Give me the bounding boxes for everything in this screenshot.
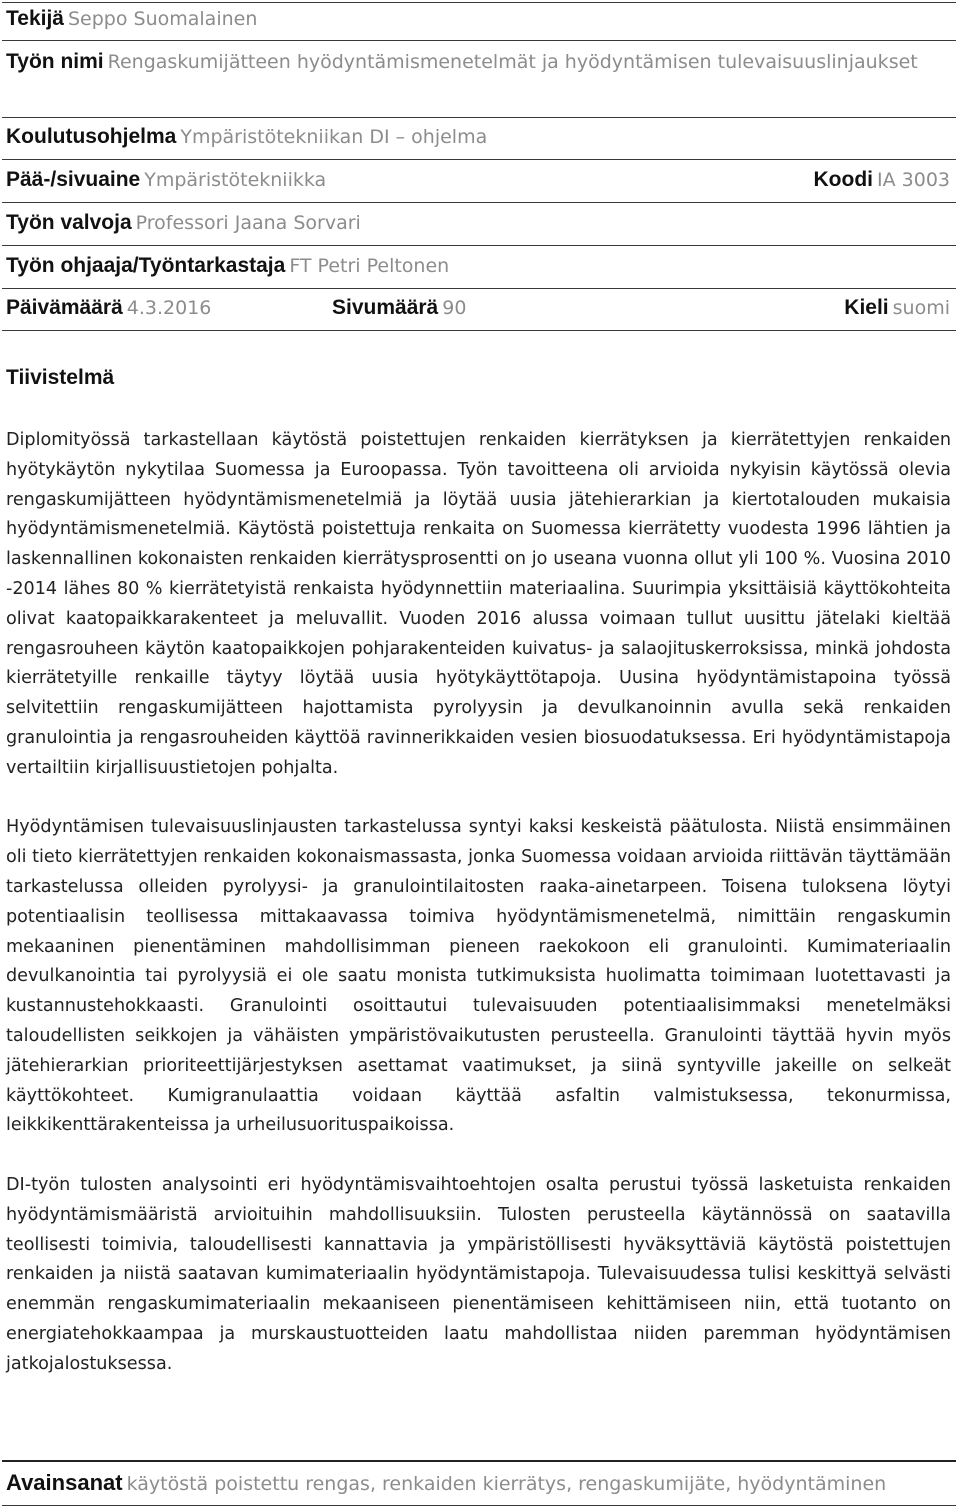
keywords-value: käytöstä poistettu rengas, renkaiden kierrätys, rengaskumijäte, hyödyntäminen (126, 1473, 887, 1495)
divider (2, 1460, 956, 1462)
language-field (844, 293, 950, 325)
pages-value: 90 (442, 297, 467, 319)
supervisor-row (6, 208, 950, 238)
title-label: Työn nimi (6, 50, 104, 73)
code-label: Koodi (813, 168, 873, 191)
divider (2, 159, 956, 160)
abstract-body (6, 426, 951, 1380)
date-field (6, 296, 212, 319)
divider (2, 202, 956, 203)
divider (2, 288, 956, 289)
divider (2, 245, 956, 246)
author-row (6, 4, 950, 34)
advisor-value: FT Petri Peltonen (289, 255, 450, 277)
abstract-paragraph: DI-työn tulosten analysointi eri hyödyntämisvaihtoehtojen osalta perustui työssä lasketuista renkaiden hyödyntämismääristä arvioituihin mahdollisuuksiin. Tulosten perusteella käytännössä on saatavilla teollisesti toimivia, taloudellisesti kannattavia ja ympäristöllisesti hyväksyttäviä käytöstä poistettujen renkaiden ja niistä saatavan kumimateriaalin hyödyntämistapoja. Tulevaisuudessa tulisi keskittyä selvästi enemmän rengaskumimateriaalin mekaaniseen pienentämiseen kehittämiseen niin, että tuotanto on energiatehokkaampaa ja murskaustuotteiden laatu mahdollistaa niiden paremman hyödyntämisen jatkojalostuksessa. (6, 1174, 951, 1374)
language-value: suomi (892, 297, 950, 319)
code-value: IA 3003 (877, 169, 950, 191)
supervisor-value: Professori Jaana Sorvari (135, 212, 361, 234)
divider (2, 1505, 956, 1506)
abstract-paragraph: Diplomityössä tarkastellaan käytöstä poistettujen renkaiden kierrätyksen ja kierrätettyjen renkaiden hyötykäytön nykytilaa Suomessa ja Euroopassa. Työn tavoitteena oli arvioida nykyisin käytössä olevia rengaskumijätteen hyödyntämismenetelmiä ja löytää uusia jätehierarkian ja kiertotalouden mukaisia hyödyntämismenetelmiä. Käytöstä poistettuja renkaita on Suomessa kierrätetty vuodesta 1996 lähtien ja laskennallinen kokonaisten renkaiden kierrätysprosentti on jo useana vuonna ollut yli 100 %. Vuosina 2010 -2014 lähes 80 % kierrätetyistä renkaista hyödynnettiin materiaalina. Suurimpia yksittäisiä käyttökohteita olivat kaatopaikkarakenteet ja meluvallit. Vuoden 2016 alussa voimaan tullut uusittu jätelaki kieltää rengasrouheen käytön kaatopaikkojen pohjarakenteiden kuivatus- ja salaojituskerroksissa, minkä johdosta kierrätetyille renkaille täytyy löytää uusia hyötykäyttötapoja. Uusina hyödyntämistapoina työssä selvitettiin rengaskumijätteen hajottamista pyrolyysin ja devulkanoinnin avulla sekä renkaiden granulointia ja rengasrouheiden käyttöä ravinnerikkaiden vesien biosuodatuksessa. Eri hyödyntämistapoja vertailtiin kirjallisuustietojen pohjalta. (6, 430, 951, 778)
abstract-paragraph: Hyödyntämisen tulevaisuuslinjausten tarkastelussa syntyi kaksi keskeistä päätulosta. Niistä ensimmäinen oli tieto kierrätettyjen renkaiden kokonaismassasta, jonka Suomessa voidaan arvioida riittävän täyttämään tarkastelussa olleiden pyrolyysi- ja granulointilaitosten raaka-ainetarpeen. Toisena tuloksena löytyi potentiaalisin teollisessa mittakaavassa toimiva hyödyntämismenetelmä, nimittäin rengaskumin mekaaninen pienentäminen mahdollisimman pieneen raekokoon eli granulointi. Kumimateriaalin devulkanointia tai pyrolyysiä ei ole saatu monista tutkimuksista huolimatta toimimaan luotettavasti ja kustannustehokkaasti. Granulointi osoittautui tulevaisuuden potentiaalisimmaksi menetelmäksi taloudellisten seikkojen ja vähäisten ympäristövaikutusten perusteella. Granulointi täyttää hyvin myös jätehierarkian prioriteettijärjestyksen asettamat vaatimukset, ja siinä syntyville jakeille on selkeät käyttökohteet. Kumigranulaattia voidaan käyttää asfaltin valmistuksessa, tekonurmissa, leikkikenttärakenteissa ja urheilusuorituspaikoissa. (6, 817, 951, 1136)
language-label: Kieli (844, 296, 889, 319)
subject-row (6, 165, 950, 195)
author-label: Tekijä (6, 7, 64, 30)
author-value: Seppo Suomalainen (67, 8, 258, 30)
programme-row (6, 122, 950, 152)
keywords-label: Avainsanat (6, 1470, 123, 1495)
date-row (6, 293, 950, 323)
divider (2, 117, 956, 118)
advisor-row (6, 251, 950, 281)
divider (2, 330, 956, 331)
keywords-row (6, 1466, 886, 1500)
code-field (814, 165, 950, 197)
date-label: Päivämäärä (6, 296, 123, 319)
programme-label: Koulutusohjelma (6, 125, 177, 148)
title-value: Rengaskumijätteen hyödyntämismenetelmät ja hyödyntämisen tulevaisuuslinjaukset (107, 51, 918, 73)
pages-field (332, 293, 466, 325)
divider (2, 2, 956, 3)
advisor-label: Työn ohjaaja/Työntarkastaja (6, 254, 286, 277)
pages-label: Sivumäärä (332, 296, 439, 319)
title-row (6, 45, 946, 81)
supervisor-label: Työn valvoja (6, 211, 132, 234)
subject-label: Pää-/sivuaine (6, 168, 141, 191)
divider (2, 40, 956, 41)
abstract-heading: Tiivistelmä (6, 366, 115, 389)
programme-value: Ympäristötekniikan DI – ohjelma (180, 126, 488, 148)
subject-value: Ympäristötekniikka (144, 169, 327, 191)
date-value: 4.3.2016 (126, 297, 212, 319)
